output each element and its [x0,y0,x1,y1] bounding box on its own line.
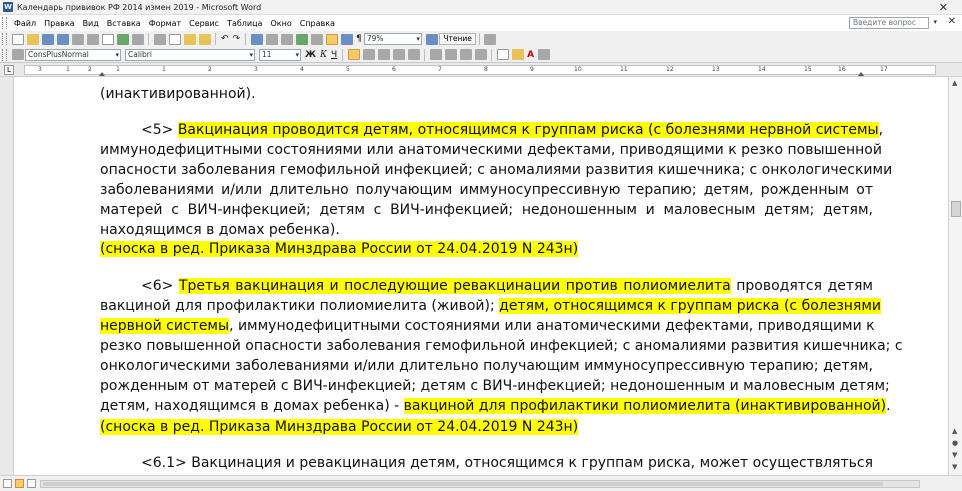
print-preview-icon[interactable] [102,34,114,45]
document-map-icon[interactable] [341,34,353,45]
toolbar-separator [342,49,343,61]
horizontal-scroll-thumb[interactable] [43,482,883,486]
spelling-icon[interactable] [117,34,129,45]
text-run: детям, находящимся в домах ребенка) - [100,398,404,414]
bottom-bar [0,475,962,491]
decrease-indent-icon[interactable] [460,49,472,60]
highlighted-text: Третья вакцинация и последующие ревакцинации против полиомиелита [178,278,731,294]
horizontal-ruler[interactable] [0,63,962,77]
text-run: <6.1> Вакцинация и ревакцинация детям, относящимся к группам риска, может осуществляться [141,455,873,471]
text-run: рожденным от матерей с ВИЧ-инфекцией; детям с ВИЧ-инфекцией; недоношенным и маловесным детям; [100,378,890,394]
previous-page-icon[interactable]: ▲ [952,427,958,435]
show-hide-marks-icon[interactable]: ¶ [356,34,362,44]
toolbar-separator [215,33,216,45]
bullets-icon[interactable] [445,49,457,60]
word-app-icon: W [4,3,12,11]
italic-icon[interactable]: К [320,49,327,60]
scroll-up-icon[interactable]: ▲ [952,79,958,87]
footnote-6-1-line [141,455,873,471]
window-title: Календарь прививок РФ 2014 измен 2019 - Microsoft Word [17,2,262,12]
font-size-select[interactable]: 11 ▾ [259,49,301,61]
ruler-mark: 10 [574,66,582,73]
menu-edit[interactable]: Правка [44,18,75,28]
ruler-mark: 15 [804,66,812,73]
text-run: заболеваниями и/или длительно получающим иммуносупрессивную терапию; детям, рожденным от [100,182,873,198]
align-left-icon[interactable] [348,49,360,60]
text-line [100,222,873,238]
ruler-mark: 12 [666,66,674,73]
toolbar-options-icon[interactable] [484,34,496,45]
print-layout-view-icon[interactable] [15,479,24,488]
align-center-icon[interactable] [363,49,375,60]
align-right-icon[interactable] [378,49,390,60]
ruler-mark: 16 [838,66,846,73]
bold-icon[interactable]: Ж [305,49,317,60]
text-line [100,358,873,374]
text-run: (инактивированной). [100,86,256,102]
reading-mode-button[interactable]: Чтение [439,33,476,45]
scroll-thumb[interactable] [951,201,961,217]
text-run: , [878,122,884,138]
text-line [100,86,873,102]
title-bar [0,0,962,15]
ruler-mark: 9 [530,66,534,73]
standard-toolbar [0,31,962,47]
line-spacing-icon[interactable] [408,49,420,60]
right-indent-marker[interactable] [858,72,864,76]
window-close-icon[interactable]: ✕ [938,1,948,14]
drawing-icon[interactable] [326,34,338,45]
text-line [100,298,882,314]
research-icon[interactable] [132,34,144,45]
align-justify-icon[interactable] [393,49,405,60]
text-line [100,398,891,414]
menu-help[interactable]: Справка [299,18,335,28]
format-painter-icon[interactable] [199,34,211,45]
ruler-mark: 1 [162,66,166,73]
amendment-note [100,419,873,435]
toolbar-separator [245,33,246,45]
toolbar-separator [148,33,149,45]
text-run: . [886,398,891,414]
style-select[interactable]: ConsPlusNormal ▾ [25,49,121,61]
menu-view[interactable]: Вид [82,18,99,28]
toolbar-separator [479,33,480,45]
tables-borders-icon[interactable] [266,34,278,45]
normal-view-icon[interactable] [3,479,12,488]
help-icon[interactable] [426,34,438,45]
ruler-mark: 17 [880,66,888,73]
toolbar-options-icon[interactable] [538,49,550,60]
vertical-ruler[interactable] [0,77,14,475]
menu-tools[interactable]: Сервис [189,18,220,28]
menu-format[interactable]: Формат [148,18,182,28]
text-run: , иммунодефицитными состояниями или анатомическими дефектами, приводящими к [229,318,875,334]
ruler-mark: 8 [484,66,488,73]
menu-grip-icon[interactable] [2,17,7,29]
text-line [100,182,873,198]
highlighted-text: (сноска в ред. Приказа Минздрава России от 24.04.2019 N 243н) [100,241,579,257]
text-run: <6> [141,278,179,294]
text-run: проводятся детям [730,278,873,294]
text-line [100,318,873,334]
menu-bar [0,15,962,31]
document-close-icon[interactable]: ✕ [947,16,956,27]
text-line [100,202,873,218]
cut-icon[interactable] [154,34,166,45]
ruler-mark: 7 [438,66,442,73]
ruler-mark: 3 [254,66,258,73]
horizontal-scrollbar[interactable] [40,480,920,488]
left-indent-marker[interactable] [99,72,105,76]
text-run: матерей с ВИЧ-инфекцией; детям с ВИЧ-инфекцией; недоношенным и маловесным детям; детям, [100,202,873,218]
vertical-scrollbar[interactable] [948,77,962,475]
toolbar-grip-icon[interactable] [2,33,7,45]
redo-icon[interactable]: ↷ [232,34,241,44]
ruler-track[interactable] [24,65,936,75]
highlighted-text: детям, относящимся к группам риска (с болезнями [499,298,882,314]
toolbar-separator [491,49,492,61]
amendment-note [100,241,873,257]
paste-icon[interactable] [184,34,196,45]
ruler-mark: 13 [712,66,720,73]
new-document-icon[interactable] [12,34,24,45]
ruler-mark: 2 [208,66,212,73]
numbering-icon[interactable] [430,49,442,60]
menu-file[interactable]: Файл [14,18,37,28]
help-dropdown-icon[interactable]: ▾ [933,18,937,26]
increase-indent-icon[interactable] [475,49,487,60]
email-icon[interactable] [72,34,84,45]
highlighted-text: Вакцинация проводится детям, относящимся к группам риска (с болезнями нервной системы [177,122,879,138]
text-run: находящимся в домах ребенка). [100,222,340,238]
text-run: иммунодефицитными состояниями или анатомическими дефектами, приводящими к резко повышенной [100,142,882,158]
highlight-icon[interactable] [512,49,524,60]
print-icon[interactable] [87,34,99,45]
underline-icon[interactable]: Ч [331,49,338,60]
save-icon[interactable] [42,34,54,45]
ruler-mark: 4 [300,66,304,73]
hyperlink-icon[interactable] [251,34,263,45]
borders-icon[interactable] [497,49,509,60]
insert-excel-icon[interactable] [296,34,308,45]
text-run: онкологическими заболеваниями и/или длительно получающим иммуносупрессивную терапию; детям, [100,358,873,374]
highlighted-text: нервной системы [100,318,230,334]
open-folder-icon[interactable] [27,34,39,45]
permission-icon[interactable] [57,34,69,45]
ruler-mark: 6 [392,66,396,73]
outline-view-icon[interactable] [27,479,36,488]
help-search-input[interactable]: Введите вопрос [849,17,929,29]
font-select[interactable]: Calibri ▾ [125,49,255,61]
ruler-mark: 1 [66,66,70,73]
insert-table-icon[interactable] [281,34,293,45]
text-line [100,378,890,394]
text-line [100,162,893,178]
text-line [100,338,903,354]
next-page-icon[interactable]: ▼ [952,451,958,459]
ruler-mark: 2 [88,66,92,73]
toolbar-separator [424,49,425,61]
footnote-6-line [141,278,873,294]
styles-pane-icon[interactable] [12,49,24,60]
columns-icon[interactable] [311,34,323,45]
menu-insert[interactable]: Вставка [106,18,141,28]
browse-object-icon[interactable]: ● [952,439,959,447]
scroll-down-icon[interactable]: ▼ [952,463,958,471]
text-run: опасности заболевания гемофильной инфекцией; с аномалиями развития кишечника; с онкологическими [100,162,893,178]
footnote-5-line [141,122,884,138]
ruler-mark: 5 [346,66,350,73]
ruler-mark: 11 [620,66,628,73]
ruler-mark: 1 [116,66,120,73]
text-line [100,142,882,158]
text-run: <5> [141,122,178,138]
formatting-toolbar [0,47,962,63]
tab-selector-icon[interactable]: L [4,65,14,75]
menu-window[interactable]: Окно [270,18,292,28]
menu-table[interactable]: Таблица [227,18,263,28]
highlighted-text: (сноска в ред. Приказа Минздрава России от 24.04.2019 N 243н) [100,419,579,435]
toolbar-grip-icon[interactable] [2,49,7,61]
ruler-mark: 3 [38,66,42,73]
zoom-select[interactable]: 79% ▾ [364,33,422,45]
ruler-mark: 14 [758,66,766,73]
font-color-icon[interactable]: A [527,49,535,60]
text-run: вакциной для профилактики полиомиелита (живой); [100,298,500,314]
undo-icon[interactable]: ↶ [221,34,229,44]
text-run: резко повышенной опасности заболевания гемофильной инфекцией; с аномалиями развития кишечника; с [100,338,903,354]
copy-icon[interactable] [169,34,181,45]
highlighted-text: вакциной для профилактики полиомиелита (инактивированной) [403,398,887,414]
